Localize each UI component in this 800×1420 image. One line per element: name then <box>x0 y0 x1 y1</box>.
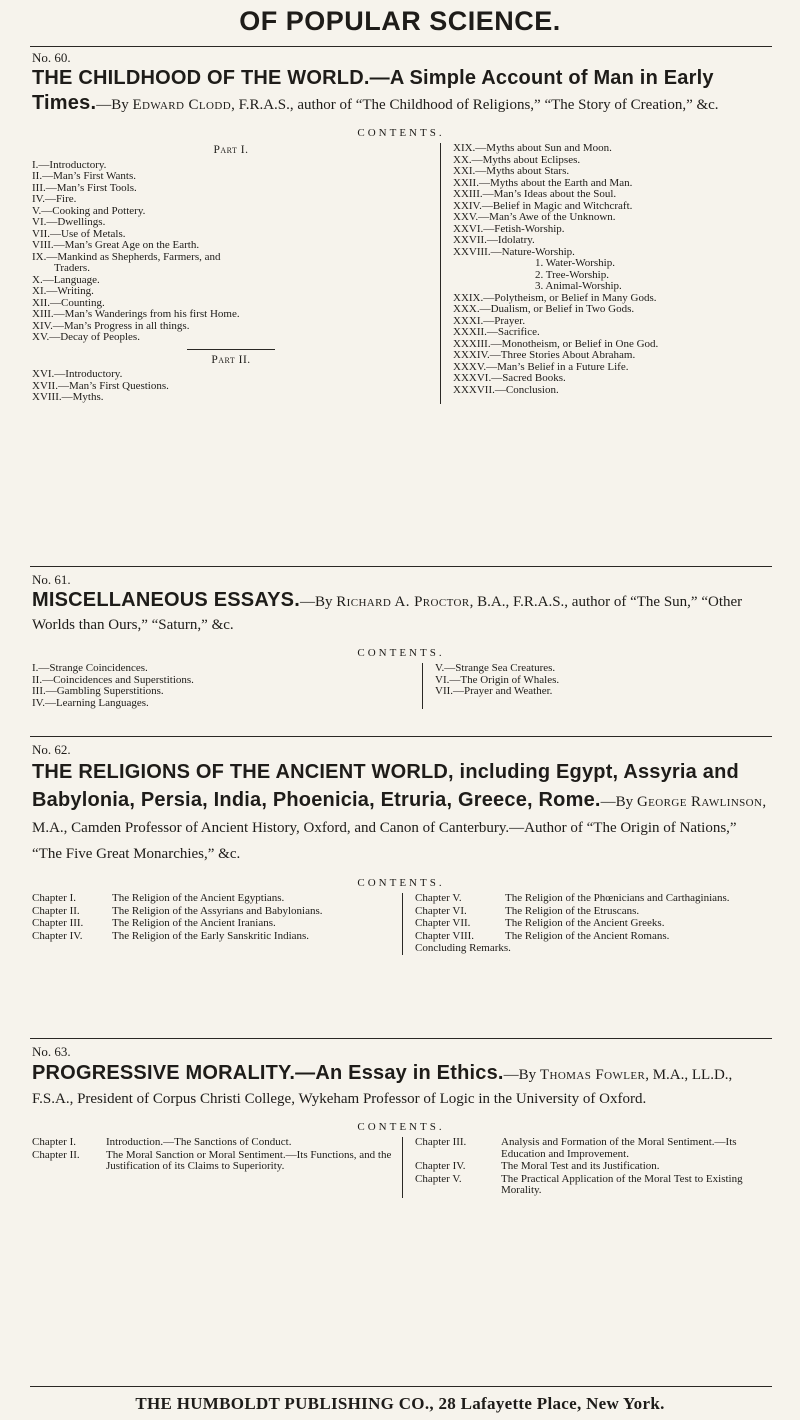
chapter-entry <box>415 906 755 918</box>
list-item: XXXI.—Prayer. <box>453 314 526 327</box>
chapter-title: The Moral Sanction or Moral Sentiment.—Its Functions, and the Justification of its Claims to Superiority. <box>106 1148 392 1172</box>
contents-label: CONTENTS. <box>357 127 445 139</box>
book-byline: , M.A., Camden Professor of Ancient History, Oxford, and Canon of Canterbury.—Author of “The Origin of Nations,” “The Five Great Monarchies,” &c. <box>32 794 767 862</box>
list-item: XVI.—Introductory. <box>32 368 123 380</box>
list-item: XXVIII.—Nature-Worship. <box>453 245 575 258</box>
list-item: XXIV.—Belief in Magic and Witchcraft. <box>453 199 633 212</box>
list-item: X.—Language. <box>32 273 100 286</box>
chapter-number: Chapter II. <box>32 904 80 917</box>
chapter-number: Chapter VI. <box>415 904 467 917</box>
contents-left <box>32 143 440 404</box>
sub-item: 3. Animal-Worship. <box>535 280 622 292</box>
footer-rule <box>30 1386 772 1387</box>
chapter-entry <box>32 906 392 918</box>
book-byline: , M.A., LL.D., F.S.A., President of Corpus Christi College, Wykeham Professor of Logic in the University of Oxford. <box>32 1067 733 1107</box>
chapter-entry <box>415 918 755 930</box>
chapter-title: The Religion of the Ancient Iranians. <box>112 917 276 929</box>
contents-right <box>422 663 755 709</box>
list-item: XXV.—Man’s Awe of the Unknown. <box>453 211 616 223</box>
book-heading: MISCELLANEOUS ESSAYS.—By Richard A. Proctor, B.A., F.R.A.S., author of “The Sun,” “Other Worlds than Ours,” “Saturn,” &c. <box>32 589 743 633</box>
chapter-title: The Religion of the Ancient Romans. <box>505 929 670 942</box>
chapter-number: Chapter VII. <box>415 917 471 929</box>
list-item: V.—Cooking and Pottery. <box>32 204 146 217</box>
chapter-entry <box>415 931 755 943</box>
book-by: — <box>96 97 112 113</box>
contents-right <box>402 893 755 955</box>
book-title: MISCELLANEOUS ESSAYS. <box>32 589 300 611</box>
book-63 <box>32 1044 770 1198</box>
list-item: XXXVII.—Conclusion. <box>453 383 559 396</box>
list-item: XX.—Myths about Eclipses. <box>453 153 581 166</box>
list-item: VII.—Use of Metals. <box>32 227 126 240</box>
chapter-title: The Religion of the Phœnicians and Carthaginians. <box>505 892 730 904</box>
list-item: II.—Coincidences and Superstitions. <box>32 673 194 686</box>
chapter-number: Chapter I. <box>32 1136 76 1148</box>
list-item: XXIX.—Polytheism, or Belief in Many Gods. <box>453 291 657 304</box>
list-item: II.—Man’s First Wants. <box>32 170 137 182</box>
contents-list <box>32 160 430 344</box>
list-item: XXVII.—Idolatry. <box>453 234 535 246</box>
contents-columns <box>32 893 770 955</box>
list-item: VIII.—Man’s Great Age on the Earth. <box>32 239 200 251</box>
book-number: No. 63. <box>32 1044 71 1059</box>
book-heading: THE CHILDHOOD OF THE WORLD.—A Simple Account of Man in Early Times.—By Edward Clodd, F.R.A.S., author of “The Childhood of Religions,” “The Story of Creation,” &c. <box>32 67 719 114</box>
contents-columns <box>32 143 770 404</box>
list-item: XXXIII.—Monotheism, or Belief in One God. <box>453 337 659 350</box>
book-author: Thomas Fowler <box>539 1067 646 1083</box>
chapter-title: The Moral Test and its Justification. <box>501 1160 660 1172</box>
list-item: XXVI.—Fetish-Worship. <box>453 222 565 235</box>
list-item: XI.—Writing. <box>32 285 94 297</box>
book-title: THE CHILDHOOD OF THE WORLD. <box>32 67 370 89</box>
running-head: OF POPULAR SCIENCE. <box>239 6 561 36</box>
part-title: Part I. <box>213 144 249 156</box>
sub-item: 2. Tree-Worship. <box>535 268 609 281</box>
list-item: XXXV.—Man’s Belief in a Future Life. <box>453 360 629 373</box>
list-item: XVII.—Man’s First Questions. <box>32 379 169 392</box>
list-item: XXII.—Myths about the Earth and Man. <box>453 176 633 189</box>
list-item: XIII.—Man’s Wanderings from his first Home. <box>32 308 240 320</box>
contents-label: CONTENTS. <box>357 647 445 659</box>
list-item: XXXVI.—Sacred Books. <box>453 372 566 384</box>
list-item: XXI.—Myths about Stars. <box>453 165 570 177</box>
part-title: Part II. <box>211 353 251 366</box>
book-subtitle: A Simple Account of Man in Early Times. <box>32 67 714 114</box>
list-item: III.—Gambling Superstitions. <box>32 685 164 697</box>
section-rule <box>30 736 772 737</box>
book-author: Edward Clodd <box>132 97 232 113</box>
chapter-number: Chapter V. <box>415 1172 462 1185</box>
list-item: XXX.—Dualism, or Belief in Two Gods. <box>453 303 635 315</box>
contents-label: CONTENTS. <box>357 1121 445 1133</box>
book-heading: THE RELIGIONS OF THE ANCIENT WORLD, including Egypt, Assyria and Babylonia, Persia, India, Phoenicia, Etruria, Greece, Rome.—By George Rawlinson, M.A., Camden Professor of Ancient History, Oxford, and Canon of Canterbury.—Author of “The Origin of Nations,” “The Five Great Monarchies,” &c. <box>32 761 767 862</box>
list-item: VI.—Dwellings. <box>32 216 106 228</box>
chapter-number: Chapter III. <box>32 917 84 929</box>
book-author: Richard A. Proctor <box>336 594 470 610</box>
chapter-number: Chapter VIII. <box>415 929 475 942</box>
list-item: XXXIV.—Three Stories About Abraham. <box>453 349 636 361</box>
book-byline: , F.R.A.S., author of “The Childhood of Religions,” “The Story of Creation,” &c. <box>231 97 719 113</box>
chapter-title: Analysis and Formation of the Moral Sentiment.—Its Education and Improvement. <box>501 1136 737 1160</box>
sub-item: 1. Water-Worship. <box>535 257 615 269</box>
chapter-entry <box>415 893 755 905</box>
chapter-title: The Practical Application of the Moral Test to Existing Morality. <box>501 1172 743 1196</box>
list-item: XIX.—Myths about Sun and Moon. <box>453 142 612 154</box>
chapter-entry <box>32 1137 392 1149</box>
chapter-number: Chapter I. <box>32 892 76 904</box>
chapter-entry <box>415 1137 755 1160</box>
chapter-entry <box>32 1150 392 1173</box>
chapter-entry <box>32 893 392 905</box>
contents-left <box>32 893 402 955</box>
chapter-number: Chapter IV. <box>32 929 83 942</box>
list-item: IX.—Mankind as Shepherds, Farmers, and <box>32 250 221 263</box>
chapter-title: The Religion of the Early Sanskritic Indians. <box>112 929 310 942</box>
list-item: XXIII.—Man’s Ideas about the Soul. <box>453 188 617 200</box>
list-item: I.—Strange Coincidences. <box>32 662 148 674</box>
book-60 <box>32 50 770 404</box>
book-62 <box>32 742 770 955</box>
book-number: No. 60. <box>32 50 71 65</box>
chapter-number: Chapter V. <box>415 892 462 904</box>
chapter-title: The Religion of the Assyrians and Babylonians. <box>112 904 323 917</box>
book-title: PROGRESSIVE MORALITY. <box>32 1062 296 1084</box>
list-item: XXXII.—Sacrifice. <box>453 326 540 338</box>
list-item: III.—Man’s First Tools. <box>32 181 137 194</box>
book-heading: PROGRESSIVE MORALITY.—An Essay in Ethics.—By Thomas Fowler, M.A., LL.D., F.S.A., President of Corpus Christi College, Wykeham Professor of Logic in the University of Oxford. <box>32 1062 733 1107</box>
contents-left <box>32 1137 402 1198</box>
book-number: No. 61. <box>32 572 71 587</box>
chapter-title: The Religion of the Ancient Greeks. <box>505 917 665 929</box>
chapter-number: Chapter IV. <box>415 1160 466 1172</box>
chapter-number: Chapter II. <box>32 1148 80 1161</box>
concluding-remarks: Concluding Remarks. <box>415 942 511 954</box>
contents-label: CONTENTS. <box>357 877 445 889</box>
list-item: I.—Introductory. <box>32 158 107 171</box>
list-item: XV.—Decay of Peoples. <box>32 331 140 343</box>
chapter-title: The Religion of the Ancient Egyptians. <box>112 892 285 904</box>
publisher-footer: THE HUMBOLDT PUBLISHING CO., 28 Lafayette Place, New York. <box>135 1394 665 1413</box>
part-divider <box>187 349 275 350</box>
contents-left <box>32 663 422 709</box>
contents-right <box>440 143 769 404</box>
section-rule <box>30 566 772 567</box>
list-item: IV.—Fire. <box>32 193 77 205</box>
book-61 <box>32 572 770 709</box>
book-title: THE RELIGIONS OF THE ANCIENT WORLD, including Egypt, Assyria and Babylonia, Persia, India, Phoenicia, Etruria, Greece, Rome. <box>32 761 739 811</box>
chapter-entry <box>415 1174 755 1197</box>
chapter-entry <box>32 931 392 943</box>
chapter-entry <box>32 918 392 930</box>
book-subtitle: An Essay in Ethics. <box>315 1062 504 1084</box>
list-item: VII.—Prayer and Weather. <box>435 685 553 697</box>
chapter-number: Chapter III. <box>415 1136 467 1148</box>
contents-columns <box>32 663 770 709</box>
contents-columns <box>32 1137 770 1198</box>
chapter-title: The Religion of the Etruscans. <box>505 904 640 917</box>
list-item-continued: Traders. <box>54 262 90 274</box>
header-rule <box>30 46 772 47</box>
list-item: XII.—Counting. <box>32 296 105 309</box>
book-author: George Rawlinson <box>636 794 763 810</box>
book-number: No. 62. <box>32 742 71 757</box>
list-item: V.—Strange Sea Creatures. <box>435 662 556 674</box>
list-item: XVIII.—Myths. <box>32 391 104 403</box>
chapter-title: Introduction.—The Sanctions of Conduct. <box>106 1136 292 1148</box>
list-item: XIV.—Man’s Progress in all things. <box>32 319 190 332</box>
chapter-entry <box>415 1161 755 1173</box>
section-rule <box>30 1038 772 1039</box>
list-item: IV.—Learning Languages. <box>32 696 149 709</box>
book-byline: , B.A., F.R.A.S., author of “The Sun,” “Other Worlds than Ours,” “Saturn,” &c. <box>32 594 743 633</box>
contents-right <box>402 1137 755 1198</box>
list-item: VI.—The Origin of Whales. <box>435 673 560 686</box>
